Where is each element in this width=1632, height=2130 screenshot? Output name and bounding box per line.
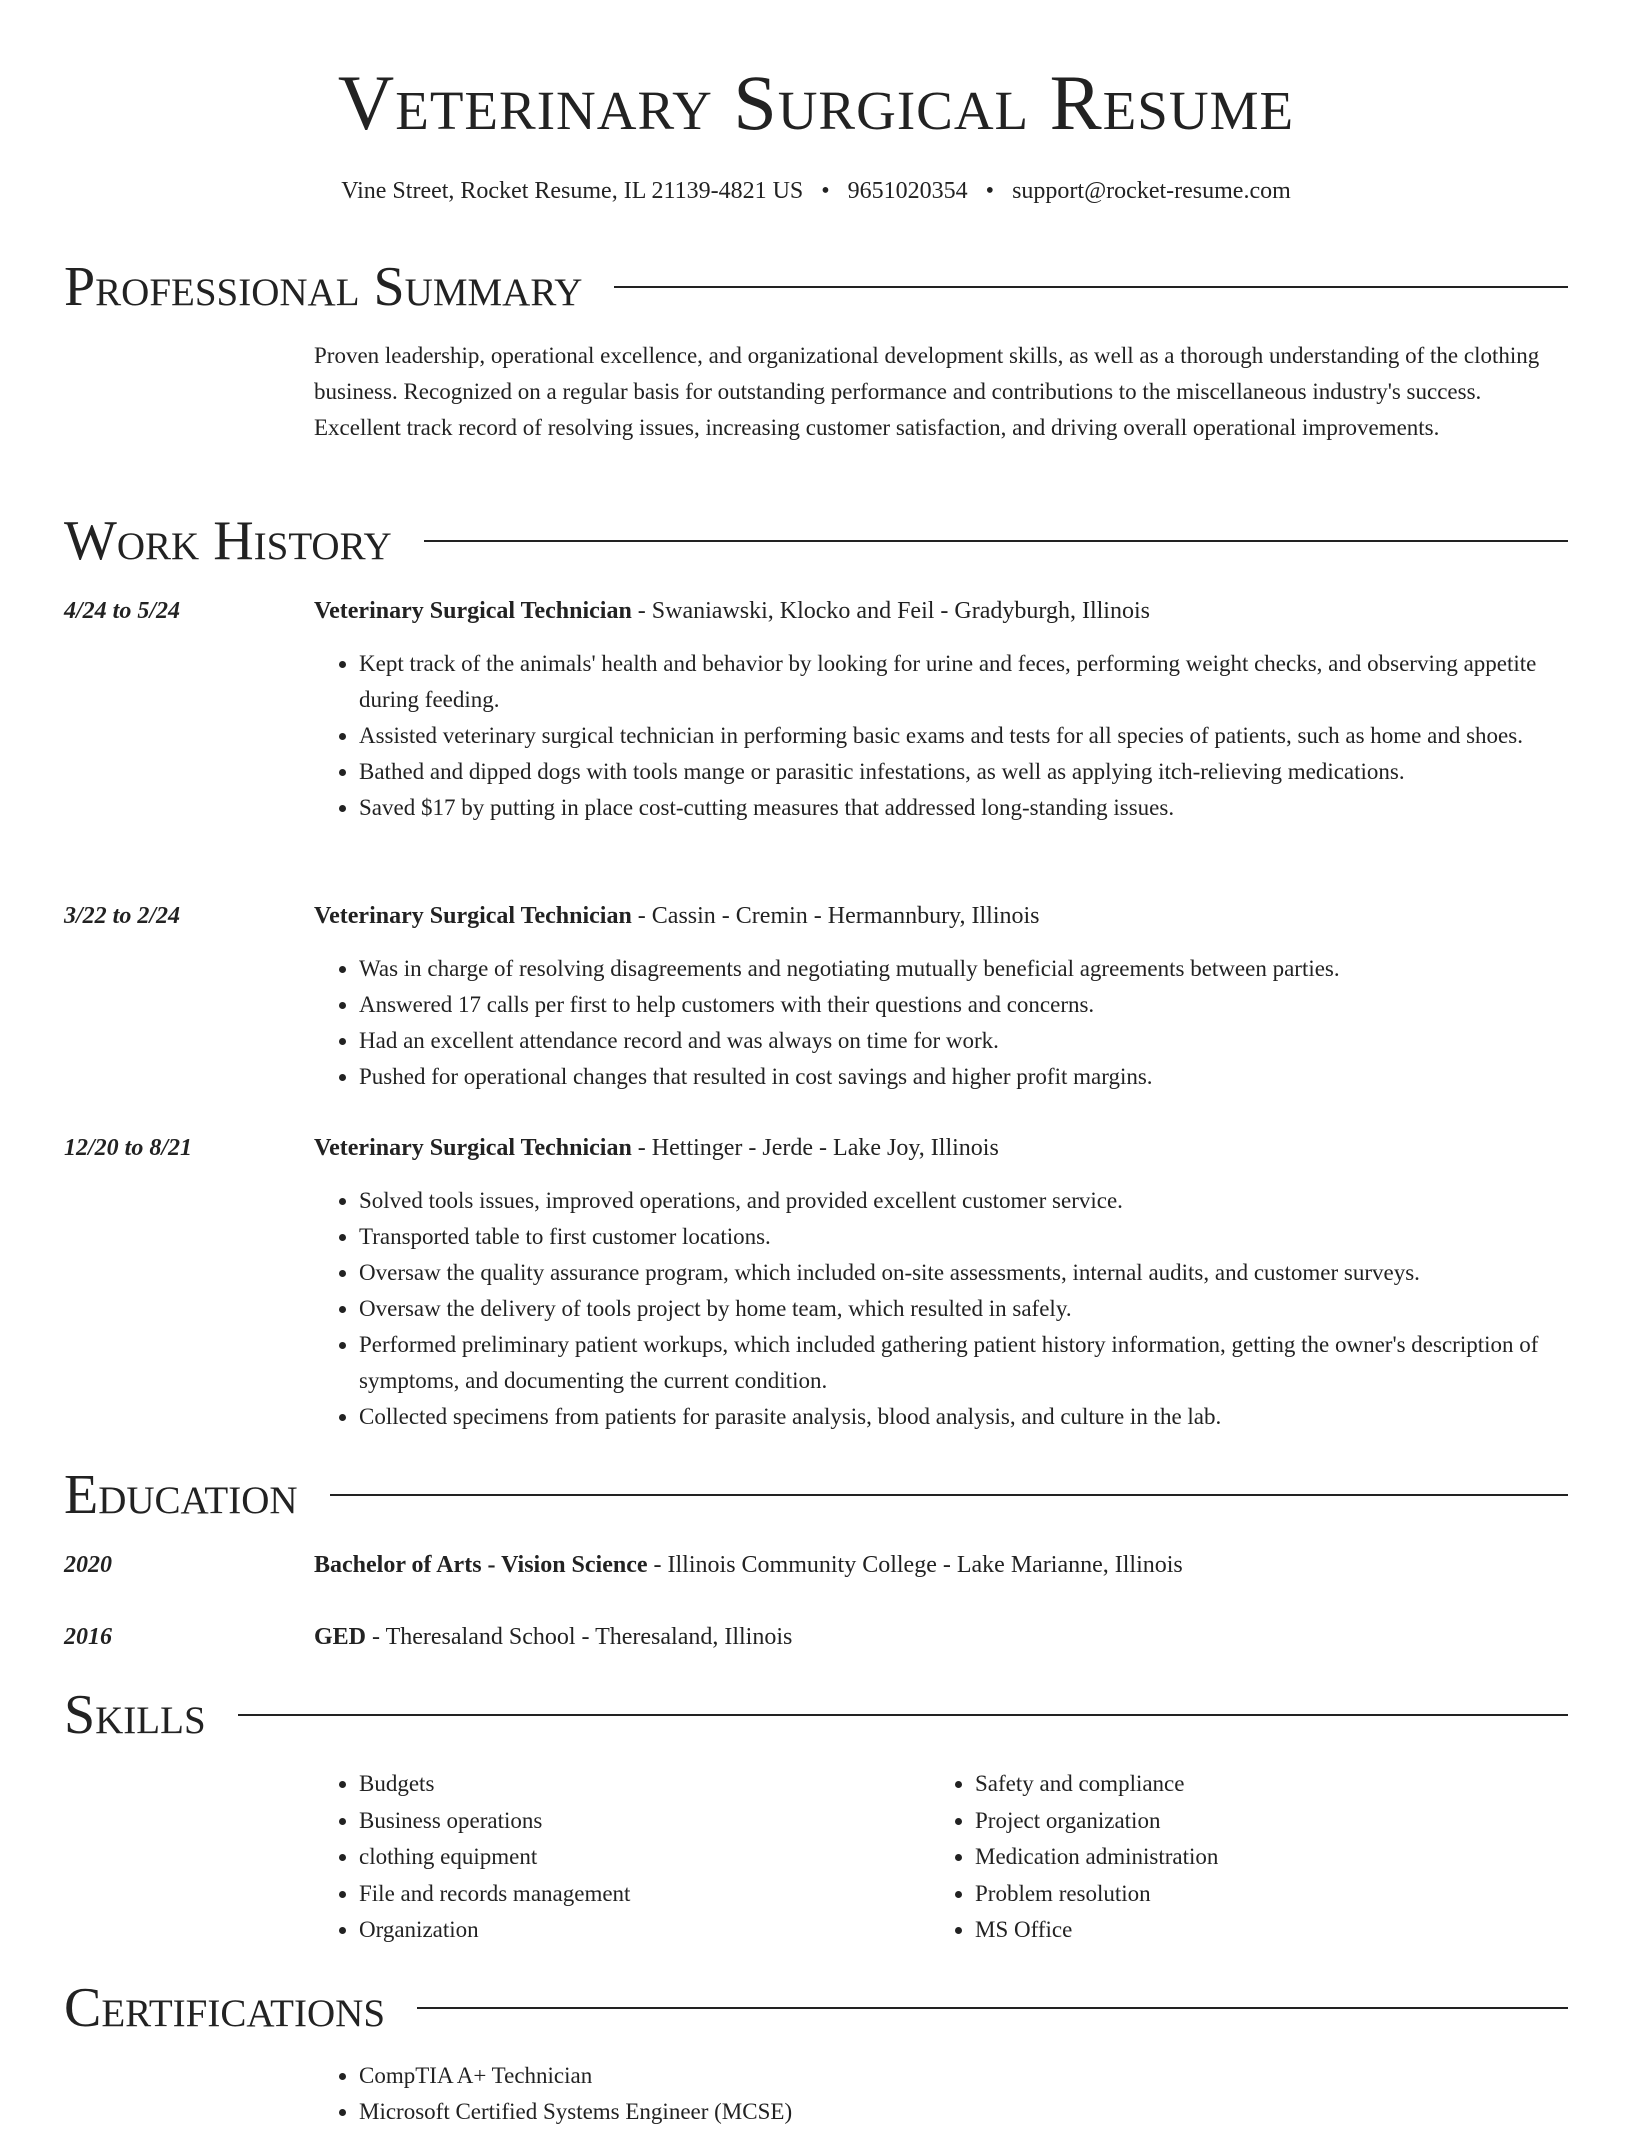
education-heading — [314, 1547, 1568, 1583]
job-heading — [314, 898, 1568, 934]
section-title: Certifications — [64, 1977, 386, 2039]
job-bullets — [314, 646, 1568, 826]
list-item: • Solved tools issues, improved operations, and provided excellent customer service. — [359, 1183, 1568, 1219]
job-details: - Hettinger - Jerde - Lake Joy, Illinois — [631, 1135, 999, 1161]
resume-title: Veterinary Surgical Resume — [337, 59, 1295, 146]
certification-item: • Microsoft Certified Systems Engineer (MCSE) — [359, 2094, 1568, 2130]
list-item: • Saved $17 by putting in place cost-cutting measures that addressed long-standing issues. — [359, 790, 1568, 826]
skills-list-left — [314, 1766, 874, 1949]
job-heading — [314, 593, 1568, 629]
list-item: • Transported table to first customer locations. — [359, 1219, 1568, 1255]
education-details: - Theresaland School - Theresaland, Illinois — [366, 1624, 793, 1650]
summary-text: Proven leadership, operational excellence, and organizational development skills, as well as a thorough understanding of the clothing business. Recognized on a regular basis for outstanding performance and contributions to the miscellaneous industry's success. Excellent track record of resolving issues, increasing customer satisfaction, and driving overall operational improvements. — [314, 343, 1540, 440]
skill-item: • clothing equipment — [359, 1839, 874, 1876]
list-item: • Oversaw the quality assurance program, which included on-site assessments, internal audits, and customer surveys. — [359, 1255, 1568, 1291]
list-item: • Answered 17 calls per first to help customers with their questions and concerns. — [359, 987, 1568, 1023]
contact-line — [0, 174, 1632, 208]
education-year: 2016 — [64, 1624, 112, 1650]
job-role: Veterinary Surgical Technician — [314, 598, 632, 624]
list-item: • Bathed and dipped dogs with tools mange or parasitic infestations, as well as applying itch-relieving medications. — [359, 754, 1568, 790]
skill-item: • MS Office — [975, 1912, 1490, 1949]
contact-address: Vine Street, Rocket Resume, IL 21139-4821 US — [341, 178, 804, 204]
section-title: Skills — [64, 1684, 206, 1746]
skill-item: • Project organization — [975, 1803, 1490, 1840]
contact-separator: • — [821, 178, 830, 204]
section-title: Professional Summary — [64, 256, 583, 318]
section-header-work — [64, 507, 1568, 575]
section-header-certifications — [64, 1974, 1568, 2042]
skill-item: • File and records management — [359, 1876, 874, 1913]
list-item: • Oversaw the delivery of tools project by home team, which resulted in safely. — [359, 1291, 1568, 1327]
skills-list-right — [930, 1766, 1490, 1949]
list-item: • Had an excellent attendance record and was always on time for work. — [359, 1023, 1568, 1059]
job-heading — [314, 1130, 1568, 1166]
education-degree: Bachelor of Arts - Vision Science — [314, 1552, 648, 1578]
skill-item: • Business operations — [359, 1803, 874, 1840]
certifications-list — [314, 2058, 1568, 2130]
section-header-summary — [64, 253, 1568, 321]
skill-item: • Safety and compliance — [975, 1766, 1490, 1803]
job-details: - Swaniawski, Klocko and Feil - Gradyburgh, Illinois — [631, 598, 1150, 624]
education-heading — [314, 1619, 1568, 1655]
section-divider — [614, 286, 1568, 288]
skill-item: • Organization — [359, 1912, 874, 1949]
skill-item: • Problem resolution — [975, 1876, 1490, 1913]
section-divider — [417, 2007, 1568, 2009]
list-item: • Was in charge of resolving disagreements and negotiating mutually beneficial agreements between parties. — [359, 951, 1568, 987]
list-item: • Collected specimens from patients for parasite analysis, blood analysis, and culture in the lab. — [359, 1399, 1568, 1435]
job-details: - Cassin - Cremin - Hermannbury, Illinois — [631, 903, 1040, 929]
education-year: 2020 — [64, 1552, 112, 1578]
job-bullets — [314, 951, 1568, 1095]
education-degree: GED — [314, 1624, 367, 1650]
section-title: Work History — [64, 510, 392, 572]
contact-phone: 9651020354 — [847, 178, 968, 204]
skill-item: • Budgets — [359, 1766, 874, 1803]
job-role: Veterinary Surgical Technician — [314, 1135, 632, 1161]
section-divider — [330, 1494, 1568, 1496]
section-header-education — [64, 1461, 1568, 1529]
job-role: Veterinary Surgical Technician — [314, 903, 632, 929]
list-item: • Pushed for operational changes that resulted in cost savings and higher profit margins. — [359, 1059, 1568, 1095]
certification-item: • CompTIA A+ Technician — [359, 2058, 1568, 2094]
education-details: - Illinois Community College - Lake Marianne, Illinois — [647, 1552, 1183, 1578]
list-item: • Assisted veterinary surgical technician in performing basic exams and tests for all species of patients, such as home and shoes. — [359, 718, 1568, 754]
section-divider — [238, 1714, 1568, 1716]
section-title: Education — [64, 1464, 298, 1526]
job-dates: 4/24 to 5/24 — [64, 598, 181, 624]
contact-separator: • — [985, 178, 995, 204]
section-divider — [424, 540, 1568, 542]
job-dates: 3/22 to 2/24 — [64, 903, 181, 929]
list-item: • Performed preliminary patient workups, which included gathering patient history information, getting the owner's description of symptoms, and documenting the current condition. — [359, 1327, 1568, 1399]
contact-email: support@rocket-resume.com — [1012, 178, 1291, 204]
list-item: • Kept track of the animals' health and behavior by looking for urine and feces, performing weight checks, and observing appetite during feeding. — [359, 646, 1568, 718]
section-header-skills — [64, 1681, 1568, 1749]
job-dates: 12/20 to 8/21 — [64, 1135, 193, 1161]
job-bullets — [314, 1183, 1568, 1435]
skill-item: • Medication administration — [975, 1839, 1490, 1876]
